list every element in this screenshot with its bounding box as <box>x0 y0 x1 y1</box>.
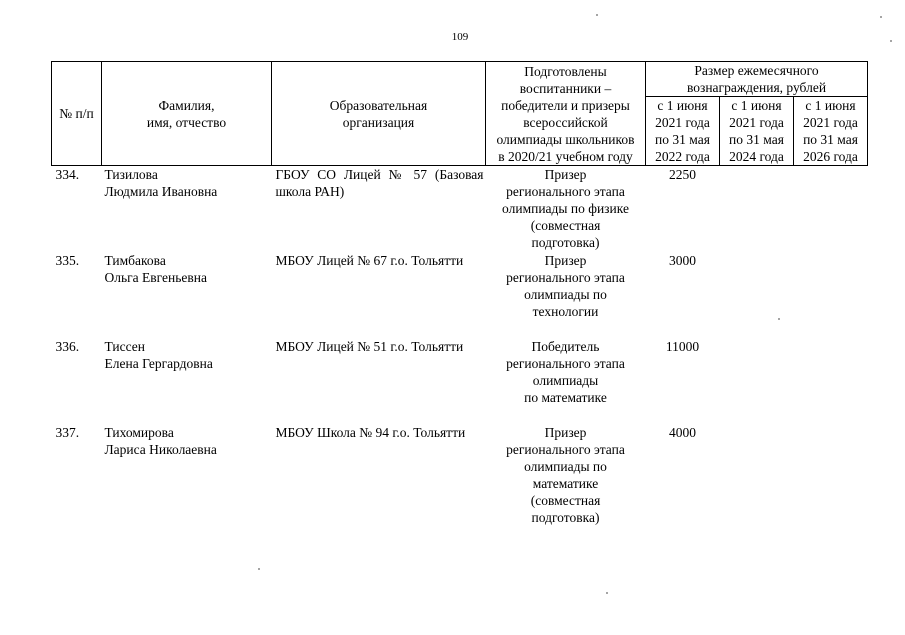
table-row <box>52 166 868 253</box>
table-body <box>52 166 868 535</box>
header-org: Образовательная организация <box>272 62 486 166</box>
amount-2026 <box>794 338 868 424</box>
header-period-2022: с 1 июня 2021 года по 31 мая 2022 года <box>646 97 720 166</box>
header-period-2026: с 1 июня 2021 года по 31 мая 2026 года <box>794 97 868 166</box>
header-name: Фамилия, имя, отчество <box>102 62 272 166</box>
scan-speck <box>258 568 260 570</box>
row-number: 337. <box>55 425 80 440</box>
scan-speck <box>606 592 608 594</box>
header-payment: Размер ежемесячного вознаграждения, рублей <box>646 62 868 97</box>
table-header <box>52 62 868 166</box>
organization: МБОУ Лицей № 51 г.о. Тольятти <box>275 339 464 354</box>
person-name: Тимбакова Ольга Евгеньевна <box>104 253 207 285</box>
header-period-2024: с 1 июня 2021 года по 31 мая 2024 года <box>720 97 794 166</box>
header-prepared: Подготовлены воспитанники – победители и призеры всероссийской олимпиады школьников в 2020/21 учебном году <box>486 62 646 166</box>
olympiad-result: Призер регионального этапа олимпиады по технологии <box>506 253 625 319</box>
awards-table <box>51 61 868 534</box>
scan-speck <box>880 16 882 18</box>
amount-2026 <box>794 166 868 253</box>
organization: ГБОУ СО Лицей № 57 (Базовая школа РАН) <box>275 167 484 199</box>
olympiad-result: Призер регионального этапа олимпиады по физике (совместная подготовка) <box>502 167 629 250</box>
person-name: Тизилова Людмила Ивановна <box>104 167 218 199</box>
person-name: Тихомирова Лариса Николаевна <box>104 425 217 457</box>
amount-2024 <box>720 424 794 534</box>
row-number: 336. <box>55 339 80 354</box>
organization: МБОУ Школа № 94 г.о. Тольятти <box>275 425 466 440</box>
organization: МБОУ Лицей № 67 г.о. Тольятти <box>275 253 464 268</box>
amount-2022: 11000 <box>665 339 700 354</box>
scan-speck <box>890 40 892 42</box>
row-number: 335. <box>55 253 80 268</box>
amount-2026 <box>794 252 868 338</box>
amount-2022: 4000 <box>669 425 696 440</box>
amount-2022: 3000 <box>669 253 696 268</box>
page-number: 109 <box>451 31 469 43</box>
amount-2024 <box>720 338 794 424</box>
olympiad-result: Призер регионального этапа олимпиады по математике (совместная подготовка) <box>506 425 625 525</box>
amount-2022: 2250 <box>669 167 696 182</box>
amount-2024 <box>720 166 794 253</box>
amount-2026 <box>794 424 868 534</box>
scan-speck <box>778 318 780 320</box>
scan-speck <box>596 14 598 16</box>
table-row <box>52 252 868 338</box>
row-number: 334. <box>55 167 80 182</box>
header-num: № п/п <box>52 62 102 166</box>
table-row <box>52 424 868 534</box>
table-row <box>52 338 868 424</box>
amount-2024 <box>720 252 794 338</box>
person-name: Тиссен Елена Гергардовна <box>104 339 213 371</box>
olympiad-result: Победитель регионального этапа олимпиады по математике <box>506 339 625 405</box>
